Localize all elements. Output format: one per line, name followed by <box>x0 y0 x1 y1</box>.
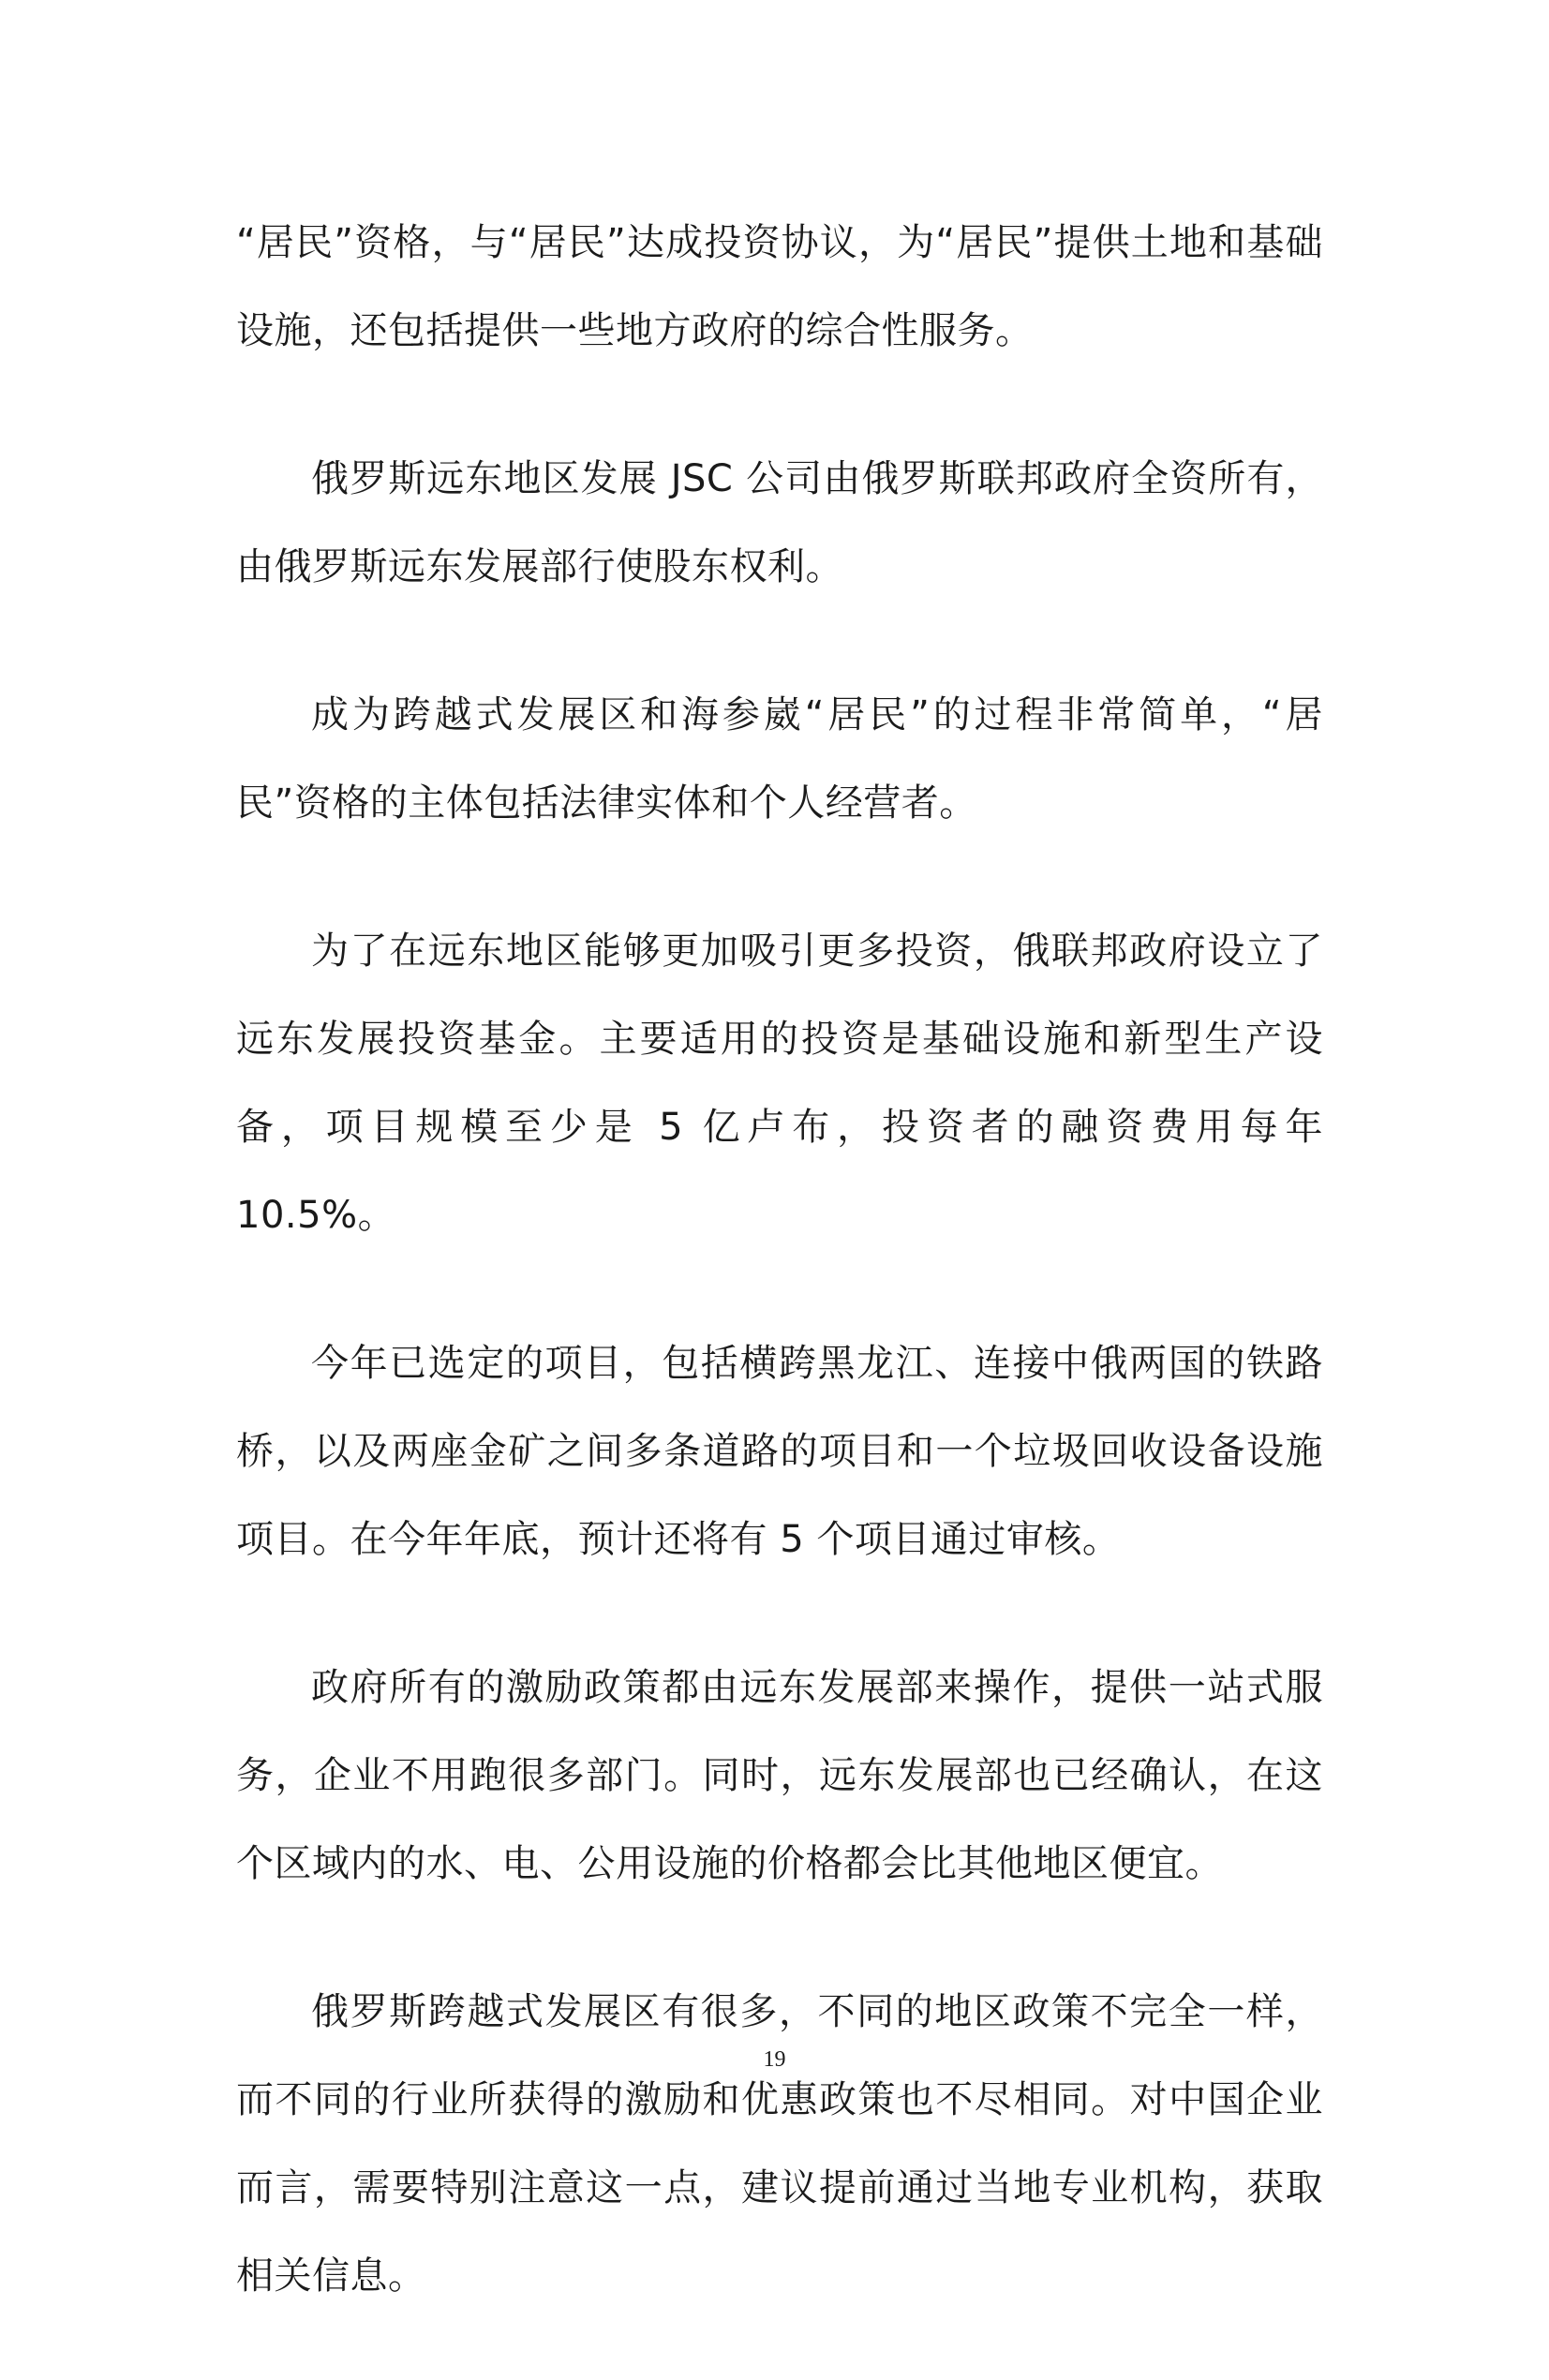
paragraph-jsc-company: 俄罗斯远东地区发展 JSC 公司由俄罗斯联邦政府全资所有，由俄罗斯远东发展部行使股东权利。 <box>236 457 1323 588</box>
paragraph-resident-process: 成为跨越式发展区和海参崴“居民”的过程非常简单，“居民”资格的主体包括法律实体和个人经营者。 <box>236 693 1323 825</box>
page-number: 19 <box>763 2047 786 2072</box>
paragraph-one-stop-service: 政府所有的激励政策都由远东发展部来操作，提供一站式服务，企业不用跑很多部门。同时，远东发展部也已经确认，在这个区域内的水、电、公用设施的价格都会比其他地区便宜。 <box>236 1666 1323 1885</box>
paragraph-investment-fund: 为了在远东地区能够更加吸引更多投资，俄联邦政府设立了远东发展投资基金。主要适用的投资是基础设施和新型生产设备，项目规模至少是 5 亿卢布，投资者的融资费用每年 10.5%。 <box>236 930 1323 1237</box>
paragraph-regional-policies: 俄罗斯跨越式发展区有很多，不同的地区政策不完全一样，而不同的行业所获得的激励和优惠政策也不尽相同。对中国企业而言，需要特别注意这一点，建议提前通过当地专业机构，获取相关信息。 <box>236 1990 1323 2298</box>
paragraph-continuation: “居民”资格，与“居民”达成投资协议，为“居民”提供土地和基础设施，还包括提供一些地方政府的综合性服务。 <box>236 221 1323 352</box>
paragraph-selected-projects: 今年已选定的项目，包括横跨黑龙江、连接中俄两国的铁路桥，以及两座金矿之间多条道路的项目和一个垃圾回收设备设施项目。在今年年底，预计还将有 5 个项目通过审核。 <box>236 1342 1323 1561</box>
